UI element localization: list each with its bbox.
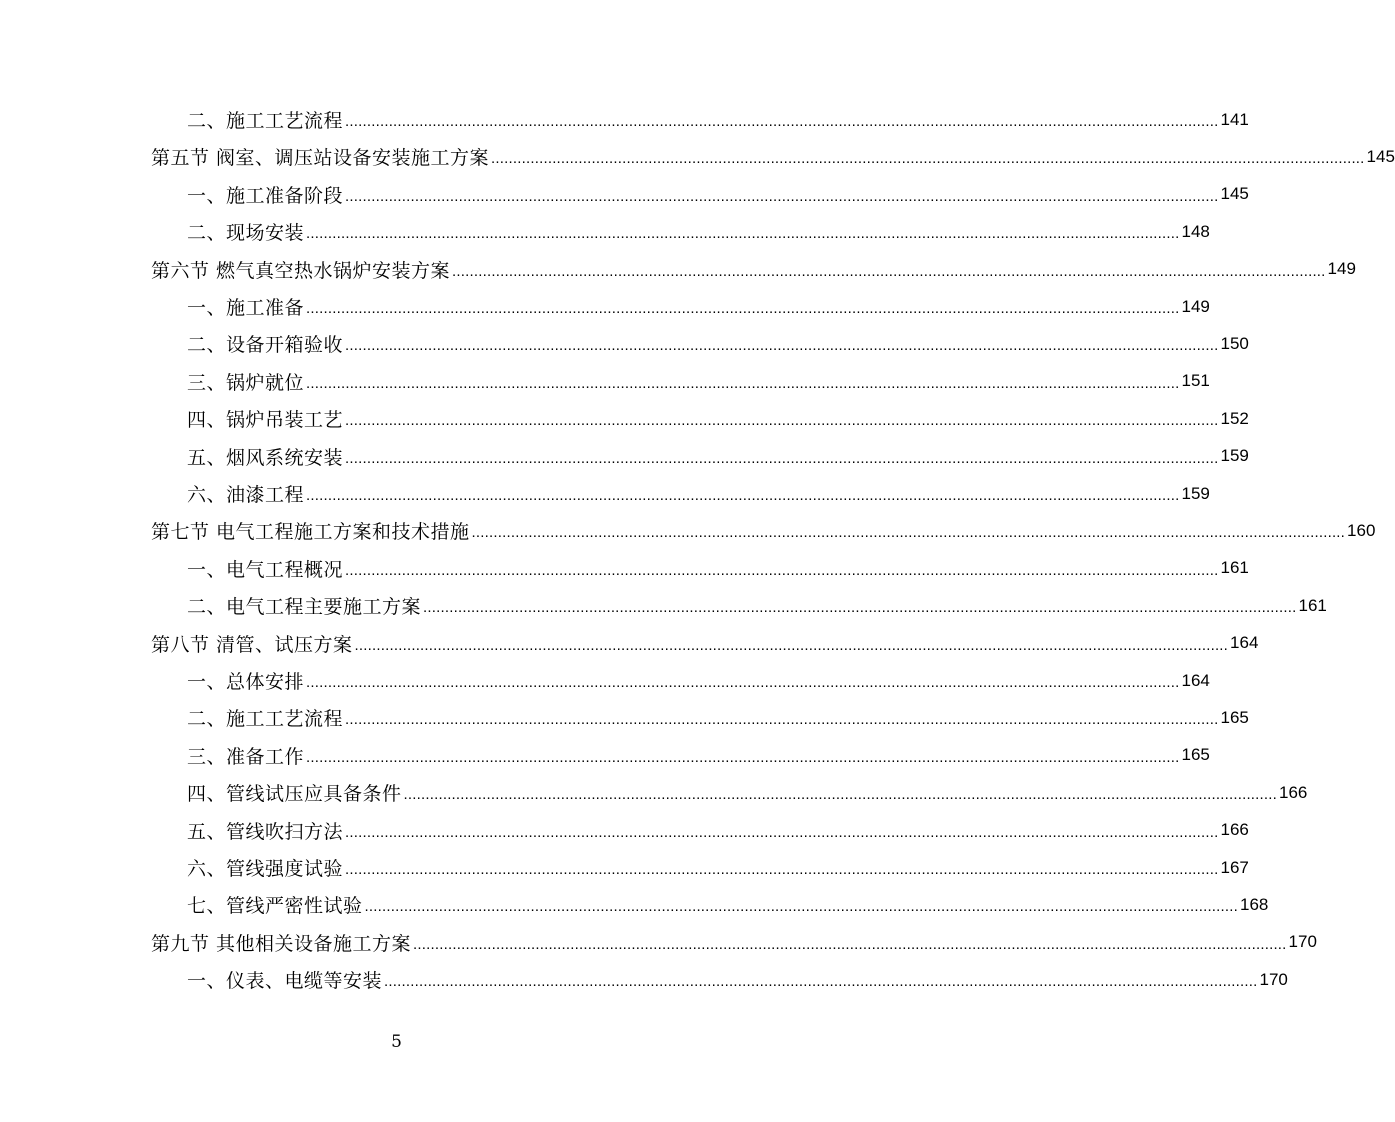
toc-subsection-entry[interactable] <box>0 699 1249 736</box>
toc-subsection-entry[interactable] <box>0 886 1269 923</box>
toc-entry-title: 第八节 清管、试压方案 <box>151 633 353 656</box>
toc-dot-leader: ........................................................................................................................................................................................................ <box>306 748 1180 766</box>
toc-entry-title: 第六节 燃气真空热水锅炉安装方案 <box>151 259 451 282</box>
toc-dot-leader: ........................................................................................................................................................................................................ <box>345 561 1219 579</box>
toc-dot-leader: ........................................................................................................................................................................................................ <box>345 861 1219 878</box>
toc-subsection-entry[interactable] <box>0 400 1249 437</box>
toc-subsection-entry[interactable] <box>0 176 1249 213</box>
page-number: 5 <box>391 1032 402 1052</box>
toc-entry-page: 151 <box>1181 371 1210 391</box>
toc-entry-title: 二、施工工艺流程 <box>187 110 344 132</box>
toc-dot-leader: ........................................................................................................................................................................................................ <box>345 711 1219 729</box>
toc-entry-title: 二、电气工程主要施工方案 <box>187 596 422 619</box>
toc-subsection-entry[interactable] <box>0 363 1210 400</box>
toc-section-entry[interactable] <box>0 138 1395 175</box>
toc-entry-title: 一、仪表、电缆等安装 <box>187 970 383 993</box>
toc-entry-page: 165 <box>1220 707 1249 727</box>
toc-subsection-entry[interactable] <box>0 213 1210 250</box>
toc-entry-page: 159 <box>1181 483 1210 503</box>
toc-dot-leader: ........................................................................................................................................................................................................ <box>452 262 1326 280</box>
toc-subsection-entry[interactable] <box>0 475 1210 512</box>
toc-dot-leader: ........................................................................................................................................................................................................ <box>345 449 1219 467</box>
toc-entry-page: 170 <box>1259 969 1288 989</box>
toc-entry-page: 148 <box>1181 221 1210 241</box>
toc-entry-page: 165 <box>1181 745 1210 765</box>
toc-entry-page: 168 <box>1240 894 1269 914</box>
toc-subsection-entry[interactable] <box>0 961 1288 998</box>
toc-entry-title: 六、油漆工程 <box>187 484 305 506</box>
toc-entry-page: 149 <box>1181 296 1210 316</box>
toc-entry-title: 二、设备开箱验收 <box>187 334 344 357</box>
toc-dot-leader: ........................................................................................................................................................................................................ <box>306 487 1180 504</box>
toc-entry-page: 159 <box>1220 446 1249 466</box>
toc-subsection-entry[interactable] <box>0 737 1210 774</box>
toc-subsection-entry[interactable] <box>0 101 1249 138</box>
toc-entry-page: 141 <box>1220 109 1249 129</box>
toc-subsection-entry[interactable] <box>0 812 1249 849</box>
toc-entry-page: 161 <box>1220 558 1249 578</box>
toc-dot-leader: ........................................................................................................................................................................................................ <box>345 337 1219 355</box>
toc-entry-title: 三、准备工作 <box>187 745 305 768</box>
toc-dot-leader: ........................................................................................................................................................................................................ <box>364 898 1239 916</box>
toc-entry-title: 二、现场安装 <box>187 222 305 245</box>
toc-entry-title: 第五节 阀室、调压站设备安装施工方案 <box>151 147 490 170</box>
toc-subsection-entry[interactable] <box>0 849 1249 886</box>
toc-section-entry[interactable] <box>0 625 1259 662</box>
toc-entry-title: 四、锅炉吊装工艺 <box>187 409 344 432</box>
toc-entry-page: 145 <box>1220 184 1249 204</box>
toc-subsection-entry[interactable] <box>0 774 1308 811</box>
toc-entry-title: 六、管线强度试验 <box>187 858 344 880</box>
toc-entry-page: 166 <box>1279 782 1308 802</box>
toc-dot-leader: ........................................................................................................................................................................................................ <box>491 150 1365 168</box>
toc-entry-title: 一、总体安排 <box>187 671 305 693</box>
toc-entry-page: 164 <box>1181 670 1210 690</box>
toc-dot-leader: ........................................................................................................................................................................................................ <box>345 823 1219 841</box>
toc-entry-page: 145 <box>1366 146 1395 166</box>
toc-entry-title: 三、锅炉就位 <box>187 371 305 394</box>
toc-entry-page: 149 <box>1327 259 1356 279</box>
toc-entry-title: 第七节 电气工程施工方案和技术措施 <box>151 521 470 544</box>
toc-entry-title: 第九节 其他相关设备施工方案 <box>151 932 412 955</box>
toc-subsection-entry[interactable] <box>0 550 1249 587</box>
toc-dot-leader: ........................................................................................................................................................................................................ <box>345 113 1219 130</box>
toc-entry-title: 五、烟风系统安装 <box>187 446 344 469</box>
toc-entry-title: 四、管线试压应具备条件 <box>187 783 402 806</box>
toc-dot-leader: ........................................................................................................................................................................................................ <box>345 412 1219 430</box>
toc-entry-page: 164 <box>1230 633 1259 653</box>
toc-entry-title: 一、电气工程概况 <box>187 558 344 581</box>
toc-entry-title: 一、施工准备阶段 <box>187 184 344 207</box>
toc-subsection-entry[interactable] <box>0 662 1210 699</box>
toc-entry-title: 七、管线严密性试验 <box>187 895 363 918</box>
toc-dot-leader: ........................................................................................................................................................................................................ <box>345 187 1219 205</box>
toc-dot-leader: ........................................................................................................................................................................................................ <box>413 935 1287 953</box>
toc-entry-title: 一、施工准备 <box>187 297 305 319</box>
toc-entry-page: 167 <box>1220 857 1249 877</box>
toc-dot-leader: ........................................................................................................................................................................................................ <box>306 674 1180 691</box>
toc-entry-page: 166 <box>1220 820 1249 840</box>
toc-dot-leader: ........................................................................................................................................................................................................ <box>384 973 1258 991</box>
toc-subsection-entry[interactable] <box>0 438 1249 475</box>
toc-dot-leader: ........................................................................................................................................................................................................ <box>471 524 1346 542</box>
toc-dot-leader: ........................................................................................................................................................................................................ <box>306 374 1180 392</box>
toc-entry-page: 161 <box>1298 595 1327 615</box>
toc-entry-page: 150 <box>1220 333 1249 353</box>
toc-dot-leader: ........................................................................................................................................................................................................ <box>306 300 1180 317</box>
toc-dot-leader: ........................................................................................................................................................................................................ <box>306 225 1180 243</box>
toc-entry-page: 152 <box>1220 408 1249 428</box>
toc-section-entry[interactable] <box>0 924 1317 961</box>
toc-subsection-entry[interactable] <box>0 325 1249 362</box>
toc-section-entry[interactable] <box>0 512 1376 549</box>
toc-entry-page: 160 <box>1347 520 1376 540</box>
toc-subsection-entry[interactable] <box>0 587 1327 624</box>
toc-entry-title: 二、施工工艺流程 <box>187 708 344 731</box>
toc-entry-page: 170 <box>1288 932 1317 952</box>
toc-dot-leader: ........................................................................................................................................................................................................ <box>423 599 1297 617</box>
toc-entry-title: 五、管线吹扫方法 <box>187 820 344 843</box>
toc-dot-leader: ........................................................................................................................................................................................................ <box>403 786 1278 804</box>
toc-dot-leader: ........................................................................................................................................................................................................ <box>354 636 1229 654</box>
toc-subsection-entry[interactable] <box>0 288 1210 325</box>
toc-section-entry[interactable] <box>0 251 1356 288</box>
